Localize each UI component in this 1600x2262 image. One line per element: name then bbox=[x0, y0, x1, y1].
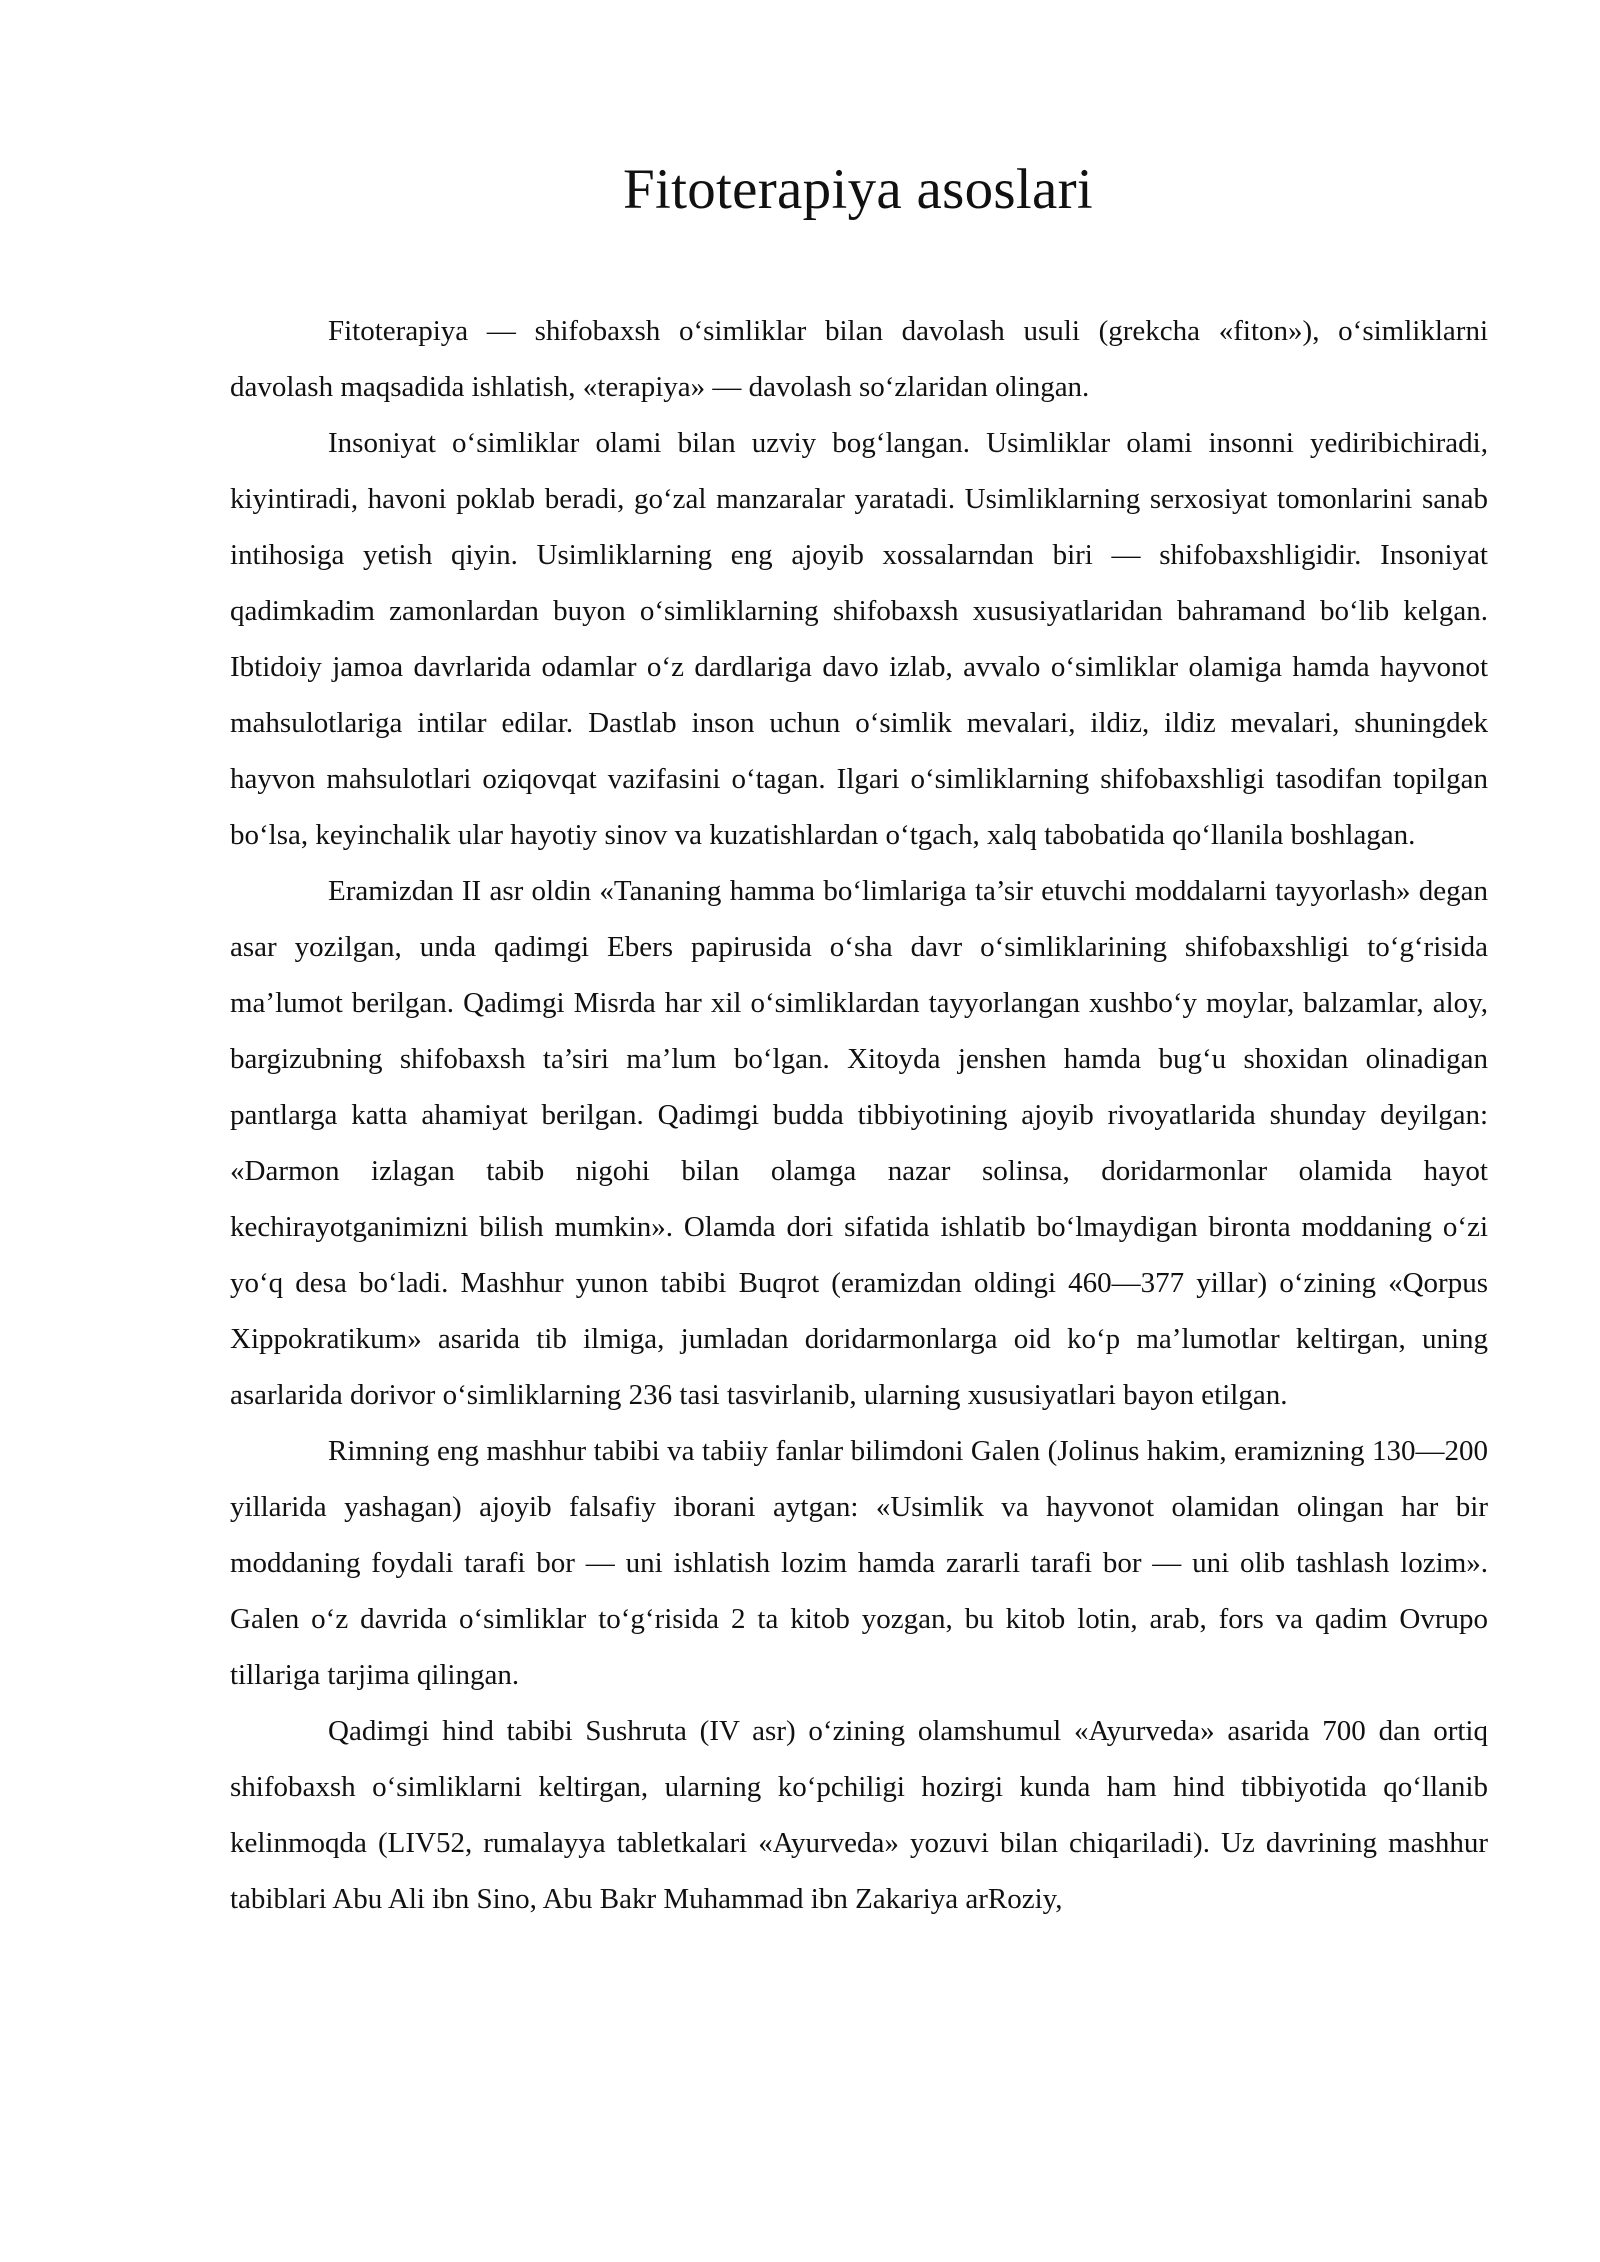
paragraph-sushruta: Qadimgi hind tabibi Sushruta (IV asr) o‘zining olamshumul «Ayurveda» asarida 700 dan ortiq shifobaxsh o‘simliklarni keltirgan, ularning ko‘pchiligi hozirgi kunda ham hind tibbiyotida qo‘llanib kelinmoqda (LIV52, rumalayya tabletkalari «Ayurveda» yozuvi bilan chiqariladi). Uz davrining mashhur tabiblari Abu Ali ibn Sino, Abu Bakr Muhammad ibn Zakariya arRoziy, bbox=[230, 1715, 1488, 1915]
document-title: Fitoterapiya asoslari bbox=[622, 158, 1094, 221]
paragraph-ancient-sources: Eramizdan II asr oldin «Tananing hamma bo‘limlariga ta’sir etuvchi moddalarni tayyorlash» degan asar yozilgan, unda qadimgi Ebers papirusida o‘sha davr o‘simliklarining shifobaxshligi to‘g‘risida ma’lumot berilgan. Qadimgi Misrda har xil o‘simliklardan tayyorlangan xushbo‘y moylar, balzamlar, aloy, bargizubning shifobaxsh ta’siri ma’lum bo‘lgan. Xitoyda jenshen hamda bug‘u shoxidan olinadigan pantlarga katta ahamiyat berilgan. Qadimgi budda tibbiyotining ajoyib rivoyatlarida shunday deyilgan: «Darmon izlagan tabib nigohi bilan olamga nazar solinsa, doridarmonlar olamida hayot kechirayotganimizni bilish mumkin». Olamda dori sifatida ishlatib bo‘lmaydigan bironta moddaning o‘zi yo‘q desa bo‘ladi. Mashhur yunon tabibi Buqrot (eramizdan oldingi 460—377 yillar) o‘zining «Qorpus Xippokratikum» asarida tib ilmiga, jumladan doridarmonlarga oid ko‘p ma’lumotlar keltirgan, uning asarlarida dorivor o‘simliklarning 236 tasi tasvirlanib, ularning xususiyatlari bayon etilgan. bbox=[230, 875, 1488, 1411]
document-body bbox=[230, 303, 1488, 1927]
paragraph-intro: Fitoterapiya — shifobaxsh o‘simliklar bilan davolash usuli (grekcha «fiton»), o‘simliklarni davolash maqsadida ishlatish, «terapiya» — davolash so‘zlaridan olingan. bbox=[230, 315, 1488, 403]
paragraph-history-origins: Insoniyat o‘simliklar olami bilan uzviy bog‘langan. Usimliklar olami insonni yediribichiradi, kiyintiradi, havoni poklab beradi, go‘zal manzaralar yaratadi. Usimliklarning serxosiyat tomonlarini sanab intihosiga yetish qiyin. Usimliklarning eng ajoyib xossalarndan biri — shifobaxshligidir. Insoniyat qadimkadim zamonlardan buyon o‘simliklarning shifobaxsh xususiyatlaridan bahramand bo‘lib kelgan. Ibtidoiy jamoa davrlarida odamlar o‘z dardlariga davo izlab, avvalo o‘simliklar olamiga hamda hayvonot mahsulotlariga intilar edilar. Dastlab inson uchun o‘simlik mevalari, ildiz, ildiz mevalari, shuningdek hayvon mahsulotlari oziqovqat vazifasini o‘tagan. Ilgari o‘simliklarning shifobaxshligi tasodifan topilgan bo‘lsa, keyinchalik ular hayotiy sinov va kuzatishlardan o‘tgach, xalq tabobatida qo‘llanila boshlagan. bbox=[230, 427, 1488, 851]
paragraph-galen: Rimning eng mashhur tabibi va tabiiy fanlar bilimdoni Galen (Jolinus hakim, eramizning 130—200 yillarida yashagan) ajoyib falsafiy iborani aytgan: «Usimlik va hayvonot olamidan olingan har bir moddaning foydali tarafi bor — uni ishlatish lozim hamda zararli tarafi bor — uni olib tashlash lozim». Galen o‘z davrida o‘simliklar to‘g‘risida 2 ta kitob yozgan, bu kitob lotin, arab, fors va qadim Ovrupo tillariga tarjima qilingan. bbox=[230, 1435, 1488, 1691]
